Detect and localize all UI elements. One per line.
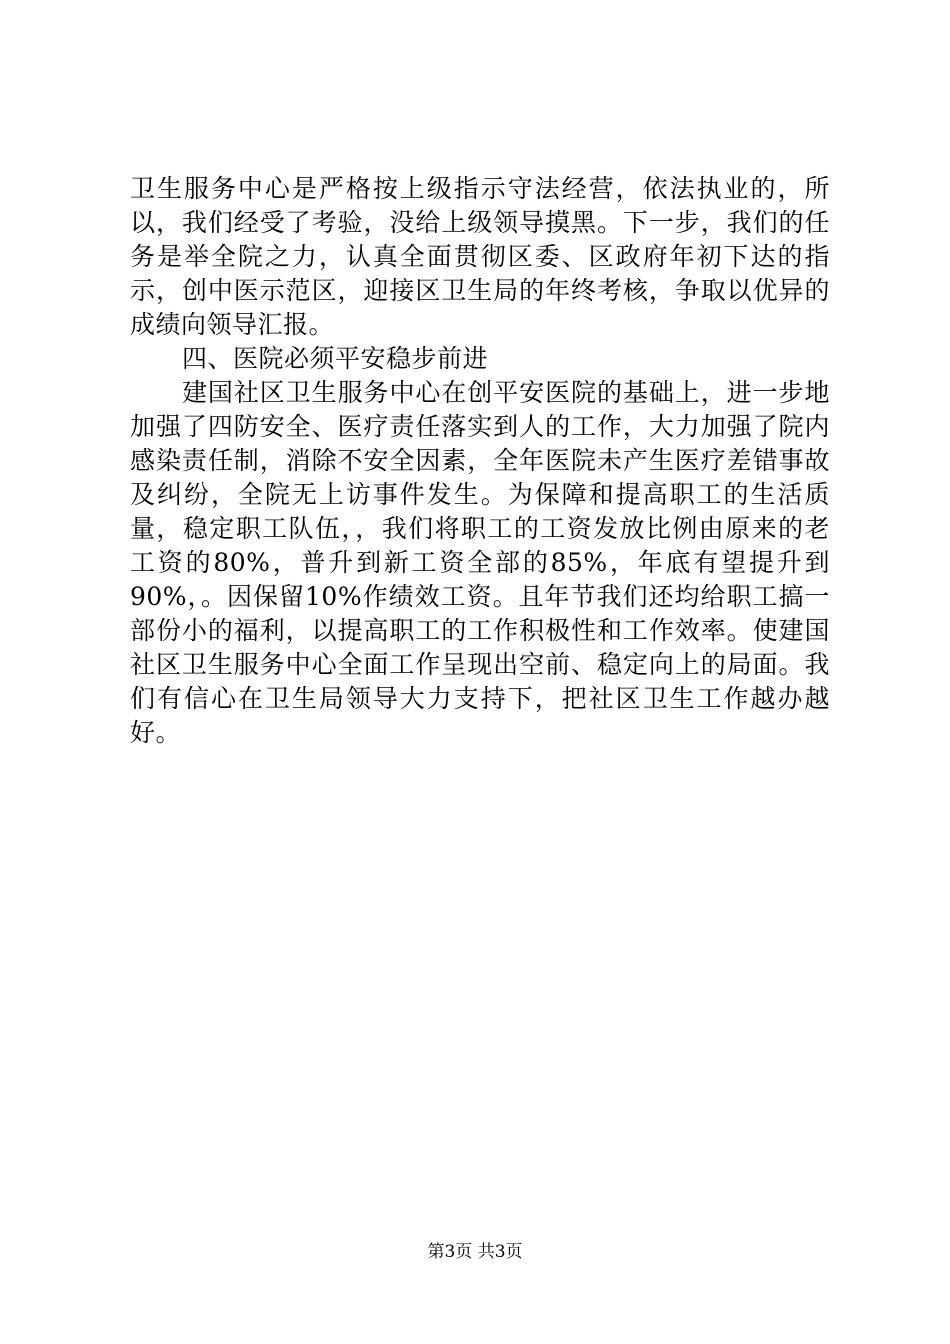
section-heading: 四、医院必须平安稳步前进 <box>182 344 489 373</box>
paragraph-1: 卫生服务中心是严格按上级指示守法经营，依法执业的，所以，我们经受了考验，没给上级领导摸黑。下一步，我们的任务是举全院之力，认真全面贯彻区委、区政府年初下达的指示，创中医示范区，迎接区卫生局的年终考核，争取以优异的成绩向领导汇报。 <box>130 174 830 339</box>
page-number: 第3页 共3页 <box>427 1242 523 1262</box>
paragraph-2: 建国社区卫生服务中心在创平安医院的基础上，进一步地加强了四防安全、医疗责任落实到人的工作，大力加强了院内感染责任制，消除不安全因素，全年医院未产生医疗差错事故及纠纷，全院无上访事件发生。为保障和提高职工的生活质量，稳定职工队伍，，我们将职工的工资发放比例由原来的老工资的80%，普升到新工资全部的85%，年底有望提升到90%，。因保留10%作绩效工资。且年节我们还均给职工搞一部份小的福利，以提高职工的工作积极性和工作效率。使建国社区卫生服务中心全面工作呈现出空前、稳定向上的局面。我们有信心在卫生局领导大力支持下，把社区卫生工作越办越好。 <box>130 378 830 747</box>
page-footer <box>0 1241 950 1263</box>
document-body <box>130 172 830 750</box>
